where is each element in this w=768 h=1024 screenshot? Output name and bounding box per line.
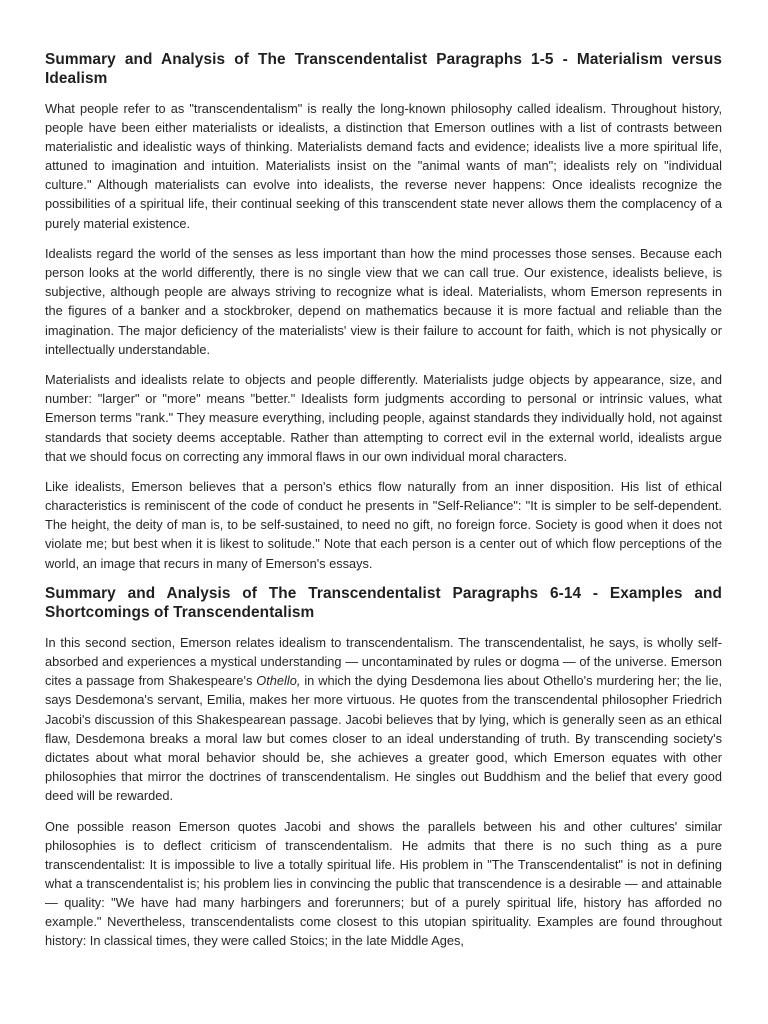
section-heading-materialism-idealism: Summary and Analysis of The Transcendentalist Paragraphs 1-5 - Materialism versus Idealism xyxy=(45,51,722,87)
italic-title-othello: Othello, xyxy=(256,673,301,689)
paragraph: What people refer to as "transcendentalism" is really the long-known philosophy called idealism. Throughout history, people have been either materialists or idealists, a distinction that Emerson outlines with a list of contrasts between materialistic and idealistic ways of thinking. Materialists demand facts and evidence; idealists live a more spiritual life, attuned to imagination and intuition. Materialists insist on the "animal wants of man"; idealists rely on "individual culture." Although materialists can evolve into idealists, the reverse never happens: Once idealists recognize the possibilities of a spiritual life, their continual seeking of this transcendent state never allows them the complacency of a purely material existence. xyxy=(45,101,722,231)
paragraph: Like idealists, Emerson believes that a person's ethics flow naturally from an inner disposition. His list of ethical characteristics is reminiscent of the code of conduct he presents in "Self-Reliance": "It is simpler to be self-dependent. The height, the deity of man is, to be self-sustained, to need no gift, no foreign force. Society is good when it does not violate me; but best when it is likest to solitude." Note that each person is a center out of which flow perceptions of the world, an image that recurs in many of Emerson's essays. xyxy=(45,479,722,571)
section-heading-examples-shortcomings: Summary and Analysis of The Transcendentalist Paragraphs 6-14 - Examples and Shortcomings of Transcendentalism xyxy=(45,585,722,622)
paragraph xyxy=(45,633,722,805)
paragraph: One possible reason Emerson quotes Jacobi and shows the parallels between his and other cultures' similar philosophies is to deflect criticism of transcendentalism. He admits that there is no such thing as a pure transcendentalist: It is impossible to live a totally spiritual life. His problem in "The Transcendentalist" is not in defining what a transcendentalist is; his problem lies in convincing the public that transcendence is a desirable — and attainable — quality: "We have had many harbingers and forerunners; but of a purely spiritual life, history has afforded no example." Nevertheless, transcendentalists come closest to this utopian spirituality. Examples are found throughout history: In classical times, they were called Stoics; in the late Middle Ages, xyxy=(45,818,722,949)
paragraph-text: In this second section, Emerson relates idealism to transcendentalism. The transcendentalist, he says, is wholly self-absorbed and experiences a mystical understanding — uncontaminated by rules or dogma — of the universe. Emerson cites a passage from Shakespeare's xyxy=(45,635,722,689)
paragraph-text: in which the dying Desdemona lies about Othello's murdering her; the lie, says Desdemona's servant, Emilia, makes her more virtuous. He quotes from the transcendental philosopher Friedrich Jacobi's discussion of this Shakespearean passage. Jacobi believes that by lying, which is generally seen as an ethical flaw, Desdemona breaks a moral law but comes closer to an ideal understanding of truth. By transcending society's dictates about what moral behavior should be, she achieves a greater good, which Emerson equates with other philosophies that mirror the doctrines of transcendentalism. He singles out Buddhism and the belief that every good deed will be rewarded. xyxy=(45,673,722,803)
paragraph: Materialists and idealists relate to objects and people differently. Materialists judge objects by appearance, size, and number: "larger" or "more" means "better." Idealists form judgments according to personal or intrinsic values, what Emerson terms "rank." They measure everything, including people, against standards they individually hold, not against standards that society deems acceptable. Rather than attempting to correct evil in the external world, idealists argue that we should focus on correcting any immoral flaws in our own individual moral characters. xyxy=(45,372,722,464)
paragraph: Idealists regard the world of the senses as less important than how the mind processes those senses. Because each person looks at the world differently, there is no single view that we can call true. Our existence, idealists believe, is subjective, although people are always striving to recognize what is ideal. Materialists, whom Emerson represents in the figures of a banker and a stockbroker, depend on mathematics because it is more factual and reliable than the imagination. The major deficiency of the materialists' view is their failure to account for faith, which is not physically or intellectually understandable. xyxy=(45,246,722,357)
document-page xyxy=(45,50,722,962)
